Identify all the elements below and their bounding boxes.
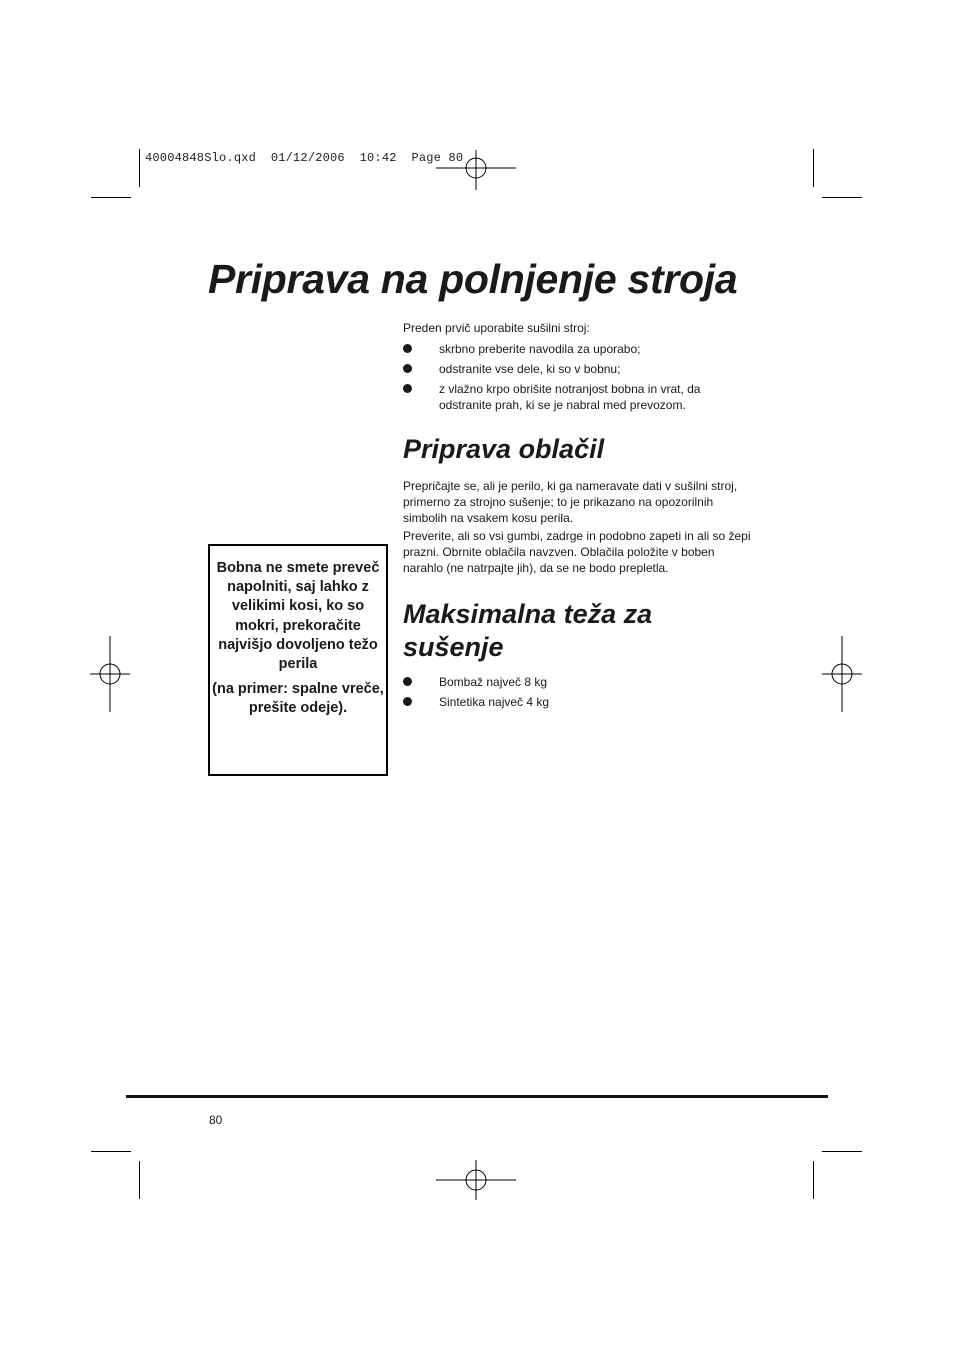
- weight-bullet-list: [403, 674, 753, 710]
- page-number: 80: [209, 1113, 223, 1127]
- warning-text: Bobna ne smete preveč napolniti, saj lahko z velikimi kosi, ko so mokri, prekoračite najvišjo dovoljeno težo perila: [216, 560, 380, 673]
- crop-mark-top-right-v: [813, 149, 814, 187]
- print-slug: 40004848Slo.qxd 01/12/2006 10:42 Page 80: [145, 151, 464, 165]
- crop-mark-top-right-h: [822, 197, 862, 198]
- bullet-icon: [403, 384, 412, 393]
- list-item: odstranite vse dele, ki so v bobnu;: [403, 361, 753, 377]
- intro-lead: Preden prvič uporabite sušilni stroj:: [403, 321, 590, 335]
- list-item: Sintetika največ 4 kg: [403, 694, 753, 710]
- section-heading: Maksimalna teža za sušenje: [403, 599, 653, 662]
- intro-section: [403, 320, 753, 417]
- list-item: z vlažno krpo obrišite notranjost bobna in vrat, da odstranite prah, ki se je nabral med prevozom.: [403, 381, 753, 413]
- clothes-preparation-section: [403, 433, 753, 578]
- bullet-icon: [403, 697, 412, 706]
- bullet-icon: [403, 677, 412, 686]
- registration-mark-left-icon: [90, 636, 130, 716]
- crop-mark-bottom-left-v: [139, 1161, 140, 1199]
- paragraph: Preverite, ali so vsi gumbi, zadrge in podobno zapeti in ali so žepi prazni. Obrnite oblačila navzven. Oblačila položite v boben narahlo (ne natrpajte jih), da se ne bodo prepletla.: [403, 529, 751, 575]
- paragraph: Prepričajte se, ali je perilo, ki ga nameravate dati v sušilni stroj, primerno za strojno sušenje; to je prikazano na opozorilnih simbolih na vsakem kosu perila.: [403, 479, 738, 525]
- list-item: Bombaž največ 8 kg: [403, 674, 753, 690]
- page-title: Priprava na polnjenje stroja: [208, 256, 738, 302]
- section-heading: Priprava oblačil: [403, 434, 605, 464]
- bullet-icon: [403, 344, 412, 353]
- max-weight-section: [403, 598, 753, 714]
- footer-rule: [126, 1095, 828, 1098]
- list-item: skrbno preberite navodila za uporabo;: [403, 341, 753, 357]
- registration-mark-bottom-icon: [436, 1160, 516, 1200]
- warning-box: [208, 544, 388, 776]
- intro-bullet-list: [403, 341, 753, 413]
- registration-mark-right-icon: [822, 636, 862, 716]
- warning-note: (na primer: spalne vreče, prešite odeje).: [212, 681, 384, 717]
- crop-mark-top-left-h: [91, 197, 131, 198]
- crop-mark-top-left-v: [139, 149, 140, 187]
- crop-mark-bottom-right-v: [813, 1161, 814, 1199]
- registration-mark-top-icon: [436, 130, 516, 210]
- bullet-icon: [403, 364, 412, 373]
- crop-mark-bottom-left-h: [91, 1151, 131, 1152]
- crop-mark-bottom-right-h: [822, 1151, 862, 1152]
